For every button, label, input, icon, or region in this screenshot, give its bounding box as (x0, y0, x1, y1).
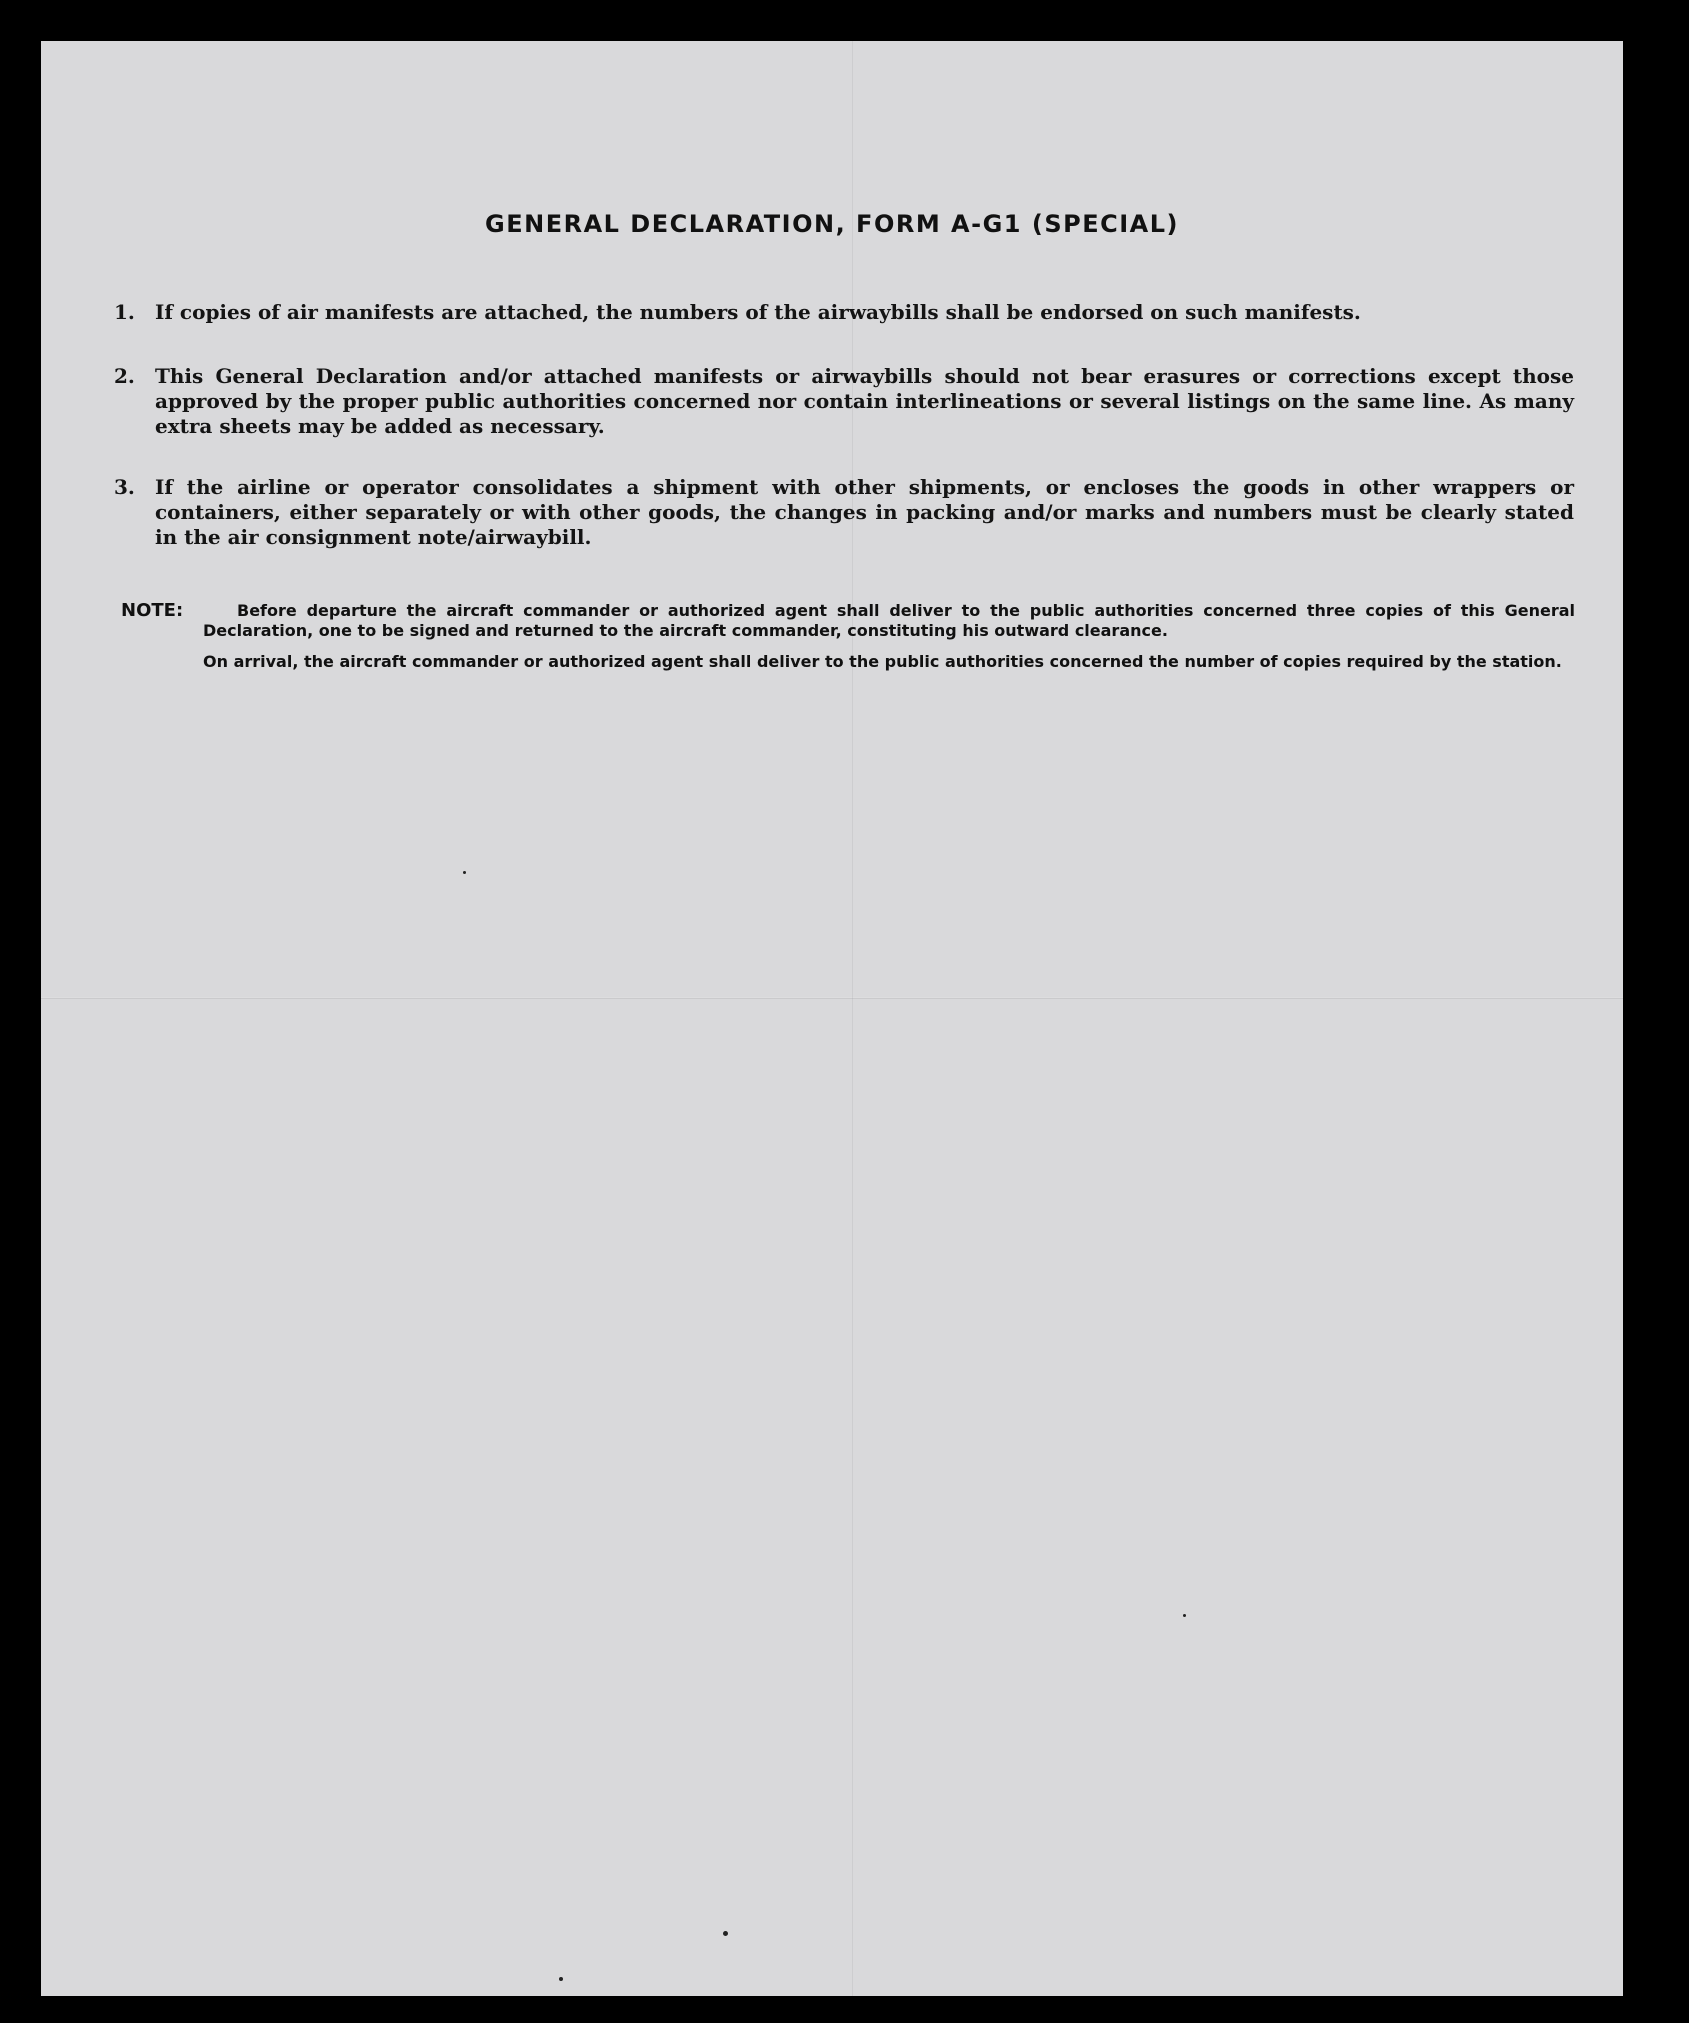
paper-speck (1183, 1614, 1186, 1617)
item-text: If the airline or operator consolidates a shipment with other shipments, or encloses the goods in other wrappers or containers, either separately or with other goods, the changes in packing and/or marks and numbers must be clearly stated in the air consignment note/airwaybill. (155, 475, 1574, 549)
note-label: NOTE: (121, 600, 184, 621)
declaration-item-3 (114, 475, 1574, 550)
document-title: GENERAL DECLARATION, FORM A-G1 (SPECIAL) (485, 210, 1179, 238)
note-paragraph-arrival: On arrival, the aircraft commander or authorized agent shall deliver to the public authorities concerned the number of copies required by the station. (203, 652, 1562, 671)
horizontal-fold-mark (41, 997, 1623, 999)
note-paragraph-departure: Before departure the aircraft commander or authorized agent shall deliver to the public authorities concerned three copies of this General Declaration, one to be signed and returned to the aircraft commander, constituting his outward clearance. (203, 601, 1575, 640)
document-page (41, 41, 1623, 1996)
item-number: 2. (114, 364, 135, 388)
declaration-item-2 (114, 364, 1574, 439)
paper-speck (723, 1931, 728, 1936)
paper-speck (463, 871, 466, 874)
declaration-item-1 (114, 300, 1574, 325)
item-number: 3. (114, 475, 135, 499)
item-text: If copies of air manifests are attached, the numbers of the airwaybills shall be endorsed on such manifests. (155, 300, 1361, 324)
paper-speck (559, 1977, 563, 1981)
item-text: This General Declaration and/or attached manifests or airwaybills should not bear erasures or corrections except those approved by the proper public authorities concerned nor contain interlineations or several listings on the same line. As many extra sheets may be added as necessary. (155, 364, 1574, 438)
vertical-fold-mark (852, 41, 853, 1996)
item-number: 1. (114, 300, 135, 324)
